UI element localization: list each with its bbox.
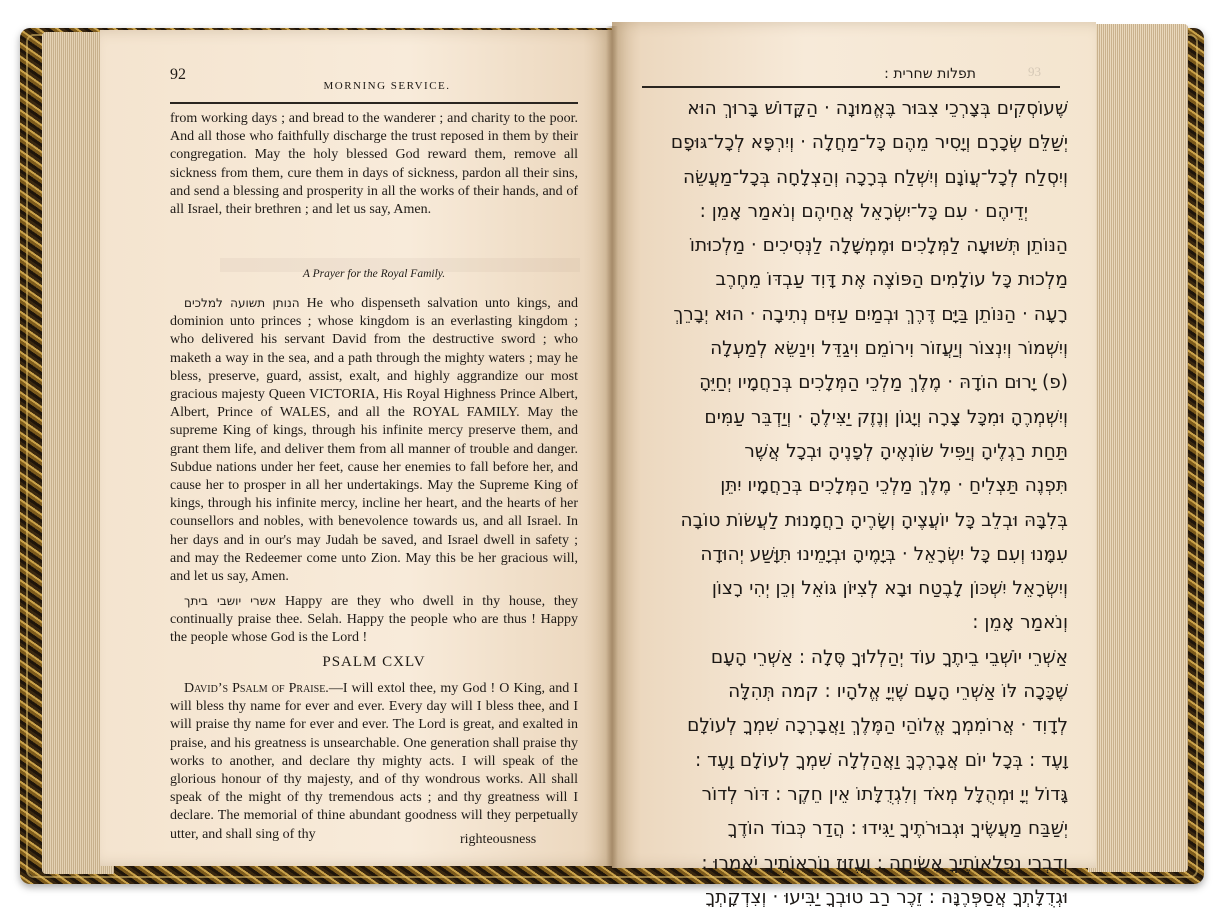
header-rule-right [642,86,1060,88]
hebrew-line: וּגְדֻלָּתְךָ אֲסַפְּרֶנָּה : זֵכֶר רַב טוּבְךָ יַבִּיעוּ · וְצִדְקָתְךָ [705,886,1068,908]
hebrew-line: (פ) יָרוּם הוֹדָהּ · מֶלֶךְ מַלְכֵי הַמְּלָכִים בְּרַחֲמָיו יְחַיֵּהָ [699,372,1068,394]
hebrew-line: וְיִסְלַח לְכָל־עֲוֹנָם וְיִשְׁלַח בְּרָכָה וְהַצְלָחָה בְּכָל־מַעֲשֵׂה [682,166,1068,188]
hebrew-line: תִּפְנֶה תַּצְלִיחַ · מֶלֶךְ מַלְכֵי הַמְּלָכִים בְּרַחֲמָיו יִתֵּן [720,475,1068,497]
hebrew-line: תַּחַת רַגְלֶיהָ וְיַפִּיל שׂוֹנְאֶיהָ לְפָנֶיהָ וּבְכָל אֲשֶׁר [744,440,1068,462]
hebrew-line: וָעֶד : בְּכָל יוֹם אֲבָרְכֶךָּ וַאֲהַלְלָה שִׁמְךָ לְעוֹלָם וָעֶד : [694,749,1068,771]
psalm-title: PSALM CXLV [322,654,426,670]
ashrei-hebrew-incipit: אשרי יושבי ביתך [184,594,277,608]
hebrew-line: מַלְכוּת כָּל עוֹלָמִים הַפּוֹצֶה אֶת דָּוִד עַבְדּוֹ מֵחֶרֶב [715,269,1068,291]
hebrew-line: שֶׁעוֹסְקִים בְּצָרְכֵי צִבּוּר בֶּאֱמוּנָה · הַקָּדוֹשׁ בָּרוּךְ הוּא [687,98,1068,119]
hebrew-line: לְדָוִד · אֲרוֹמִמְךָ אֱלוֹהַי הַמֶּלֶךְ וַאֲבָרְכָה שִׁמְךָ לְעוֹלָם [687,715,1068,737]
hebrew-line: הַנּוֹתֵן תְּשׁוּעָה לַמְּלָכִים וּמֶמְשָׁלָה לַנְּסִיכִים · מַלְכוּתוֹ [689,235,1068,257]
hebrew-line: יְדֵיהֶם · עִם כָּל־יִשְׂרָאֵל אֲחֵיהֶם וְנֹאמַר אָמֵן : [699,200,1028,222]
royal-prayer-paragraph: הנותן תשועה למלכים He who dispenseth salvation unto kings, and dominion unto princes ; whose kingdom is an everlasting kingdom ; who delivered his servant David from the destructive sword ; who maketh a way in the sea, and a path through the mighty waters ; may he bless, preserve, guard, assist, exalt, and highly aggrandize our most gracious majesty Queen VICTORIA, His Royal Highness Prince Albert, Albert, Prince of WALES, and all the ROYAL FAMILY. May the supreme King of kings, through his infinite mercy preserve them, and grant them life, and deliver them from all manner of trouble and danger. Subdue nations under her feet, cause her enemies to fall before her, and cause her to prosper in all her undertakings. May the Supreme King of kings, through his infinite mercy, incline her heart, and the hearts of her counsellors and nobles, with benevolence towards us, and all Israel. In her days and in our's may Judah be saved, and Israel dwell in safety ; and may the Redeemer come unto Zion. May this be her gracious will, and let us say, Amen. [170,296,579,585]
hebrew-line: יְשַׁלֵּם שְׂכָרָם וְיָסִיר מֵהֶם כָּל־מַחֲלָה · וְיִרְפָּא לְכָל־גּוּפָם [670,132,1068,154]
hebrew-line: שֶׁכָּכָה לּוֹ אַשְׁרֵי הָעָם שֶׁיְיָ אֱלֹהָיו : קמה תְּהִלָּה [728,681,1068,703]
running-head-hebrew: תפלות שחרית : [884,66,976,82]
hebrew-line: אַשְׁרֵי יוֹשְׁבֵי בֵיתֶךָ עוֹד יְהַלְלוּךָ סֶּלָה : אַשְׁרֵי הָעָם [710,646,1068,668]
royal-prayer-hebrew-incipit: הנותן תשועה למלכים [184,296,300,310]
left-page [100,30,614,866]
right-page [612,22,1096,908]
running-head: MORNING SERVICE. [323,80,451,92]
hebrew-line: וְיִשְׁמוֹר וְיִנְצוֹר וְיַעֲזוֹר וִירוֹמֵם וִיגַדֵּל וִינַשֵּׂא לְמַעְלָה [710,338,1068,360]
hebrew-line: וְיִשְׁמְרֶהָ וּמִכָּל צָרָה וְיָגוֹן וְנֶזֶק יַצִּילֶהָ · וְיַדְבֵּר עַמִּים [704,406,1068,428]
hebrew-line: וְנֹאמַר אָמֵן : [972,612,1068,634]
hebrew-line: וְיִשְׂרָאֵל יִשְׁכּוֹן לָבֶטַח וּבָא לְצִיּוֹן גּוֹאֵל וְכֵן יְהִי רָצוֹן [711,578,1068,600]
right-page-stack [1088,24,1188,872]
hebrew-line: גָּדוֹל יְיָ וּמְהֻלָּל מְאֹד וְלִגְדֻלָּתוֹ אֵין חֵקֶר : דּוֹר לְדוֹר [701,783,1068,805]
hebrew-line: יְשַׁבַּח מַעֲשֶׂיךָ וּגְבוּרֹתֶיךָ יַגִּידוּ : הֲדַר כְּבוֹד הוֹדֶךָ [727,818,1068,840]
hebrew-line: בְּלִבָּהּ וּבְלֵב כָּל יוֹעֲצֶיהָ וְשָׂרֶיהָ רַחֲמָנוּת לַעֲשׂוֹת טוֹבָה [680,509,1068,531]
royal-prayer-title: A Prayer for the Royal Family. [302,268,446,280]
hebrew-line: וְדִבְרֵי נִפְלְאוֹתֶיךָ אָשִׂיחָה : וֶעֱזוּז נוֹרְאוֹתֶיךָ יֹאמֵרוּ : [701,852,1068,874]
catchword: righteousness [460,832,537,847]
psalm-lead: David’s Psalm of Praise. [184,681,329,696]
hebrew-line: רָעָה · הַנּוֹתֵן בַּיָּם דֶּרֶךְ וּבְמַיִם עַזִּים נְתִיבָה · הוּא יְבָרֵךְ [673,303,1068,325]
psalm-paragraph: David’s Psalm of Praise.—I will extol thee, my God ! O King, and I will bless thy name for ever and ever. Every day will I bless thee, and I will praise thy name for ever and ever. The Lord is great, and exalted in praise, and his greatness is unsearchable. One generation shall praise thy works to another, and declare thy mighty acts. I will speak of the glorious honour of thy majesty, and of thy wondrous works. All shall speak of the might of thy tremendous acts ; and thy greatness will I declare. The memorial of thine abundant goodness will they perpetually utter, and shall sing of thy [170,681,578,842]
ashrei-paragraph: אשרי יושבי ביתך Happy are they who dwell in thy house, they continually praise thee. Selah. Happy the people who are thus ! Happy the people whose God is the Lord ! [170,594,578,646]
header-rule [170,102,578,104]
page-number: 92 [170,66,186,83]
intro-paragraph: from working days ; and bread to the wanderer ; and charity to the poor. And all those who faithfully discharge the trust reposed in them by their congregation. May the holy blessed God reward them, remove all sickness from them, cure them in days of sickness, pardon all their sins, and send a blessing and prosperity in all the works of their hands, and of all Israel, their brethren ; and let us say, Amen. [170,111,578,218]
page-number-right: 93 [1028,64,1041,79]
hebrew-line: עִמָּנוּ וְעִם כָּל יִשְׂרָאֵל · בְּיָמֶיהָ וּבְיָמֵינוּ תִּוָּשַׁע יְהוּדָה [700,543,1068,565]
book-gutter [606,26,618,868]
hebrew-text-block [626,92,1068,915]
